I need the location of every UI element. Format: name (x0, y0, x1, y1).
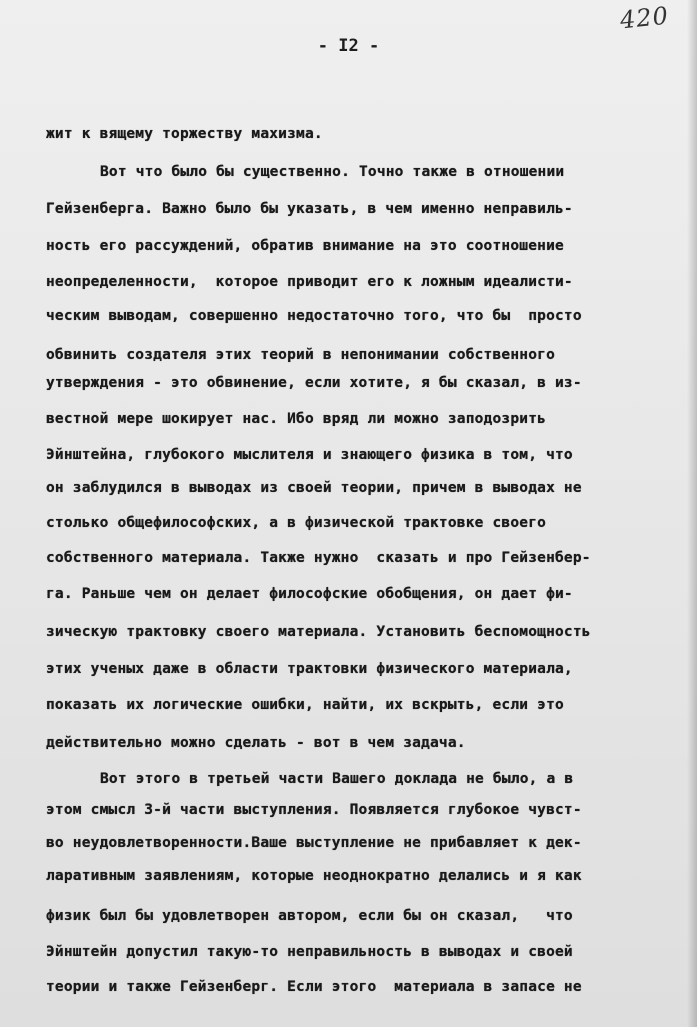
text-line: действительно можно сделать - вот в чем задача. (46, 735, 466, 751)
text-line: показать их логические ошибки, найти, их вскрыть, если это (46, 697, 564, 713)
page-edge-shadow (687, 0, 697, 1027)
text-line: неопределенности, которое приводит его к ложным идеалисти- (46, 274, 573, 290)
text-line: он заблудился в выводах из своей теории, причем в выводах не (46, 480, 582, 496)
text-line: Вот что было бы существенно. Точно также в отношении (100, 164, 565, 180)
text-line: ларативным заявлениям, которые неоднократно делались и я как (46, 868, 582, 884)
text-line: Эйнштейна, глубокого мыслителя и знающего физика в том, что (46, 447, 573, 463)
page-number: - I2 - (317, 36, 380, 56)
text-line: физик был бы удовлетворен автором, если бы он сказал, что (46, 908, 573, 924)
text-line: Гейзенберга. Важно было бы указать, в чем именно неправиль- (46, 201, 573, 217)
text-line: этих ученых даже в области трактовки физического материала, (46, 661, 573, 677)
archive-folio-number: 420 (618, 1, 671, 35)
text-line: столько общефилософских, а в физической трактовке своего (46, 515, 547, 531)
text-line: теории и также Гейзенберг. Если этого материала в запасе не (46, 979, 582, 995)
text-line: обвинить создателя этих теорий в непонимании собственного (46, 347, 555, 363)
text-line: зическую трактовку своего материала. Установить беспомощность (46, 624, 591, 640)
text-line: жит к вящему торжеству махизма. (46, 126, 323, 142)
text-line: Вот этого в третьей части Вашего доклада не было, а в (100, 771, 574, 787)
text-line: собственного материала. Также нужно сказать и про Гейзенбер- (46, 550, 591, 566)
text-line: во неудовлетворенности.Ваше выступление не прибавляет к дек- (46, 835, 582, 851)
text-line: этом смысл 3-й части выступления. Появляется глубокое чувст- (46, 802, 582, 818)
text-line: вестной мере шокирует нас. Ибо вряд ли можно заподозрить (46, 411, 547, 427)
text-line: ческим выводам, совершенно недостаточно того, что бы просто (46, 308, 582, 324)
text-line: Эйнштейн допустил такую-то неправильность в выводах и своей (46, 944, 573, 960)
text-line: га. Раньше чем он делает философские обобщения, он дает фи- (46, 586, 573, 602)
text-line: ность его рассуждений, обратив внимание на это соотношение (46, 238, 564, 254)
text-line: утверждения - это обвинение, если хотите, я бы сказал, в из- (46, 375, 582, 391)
